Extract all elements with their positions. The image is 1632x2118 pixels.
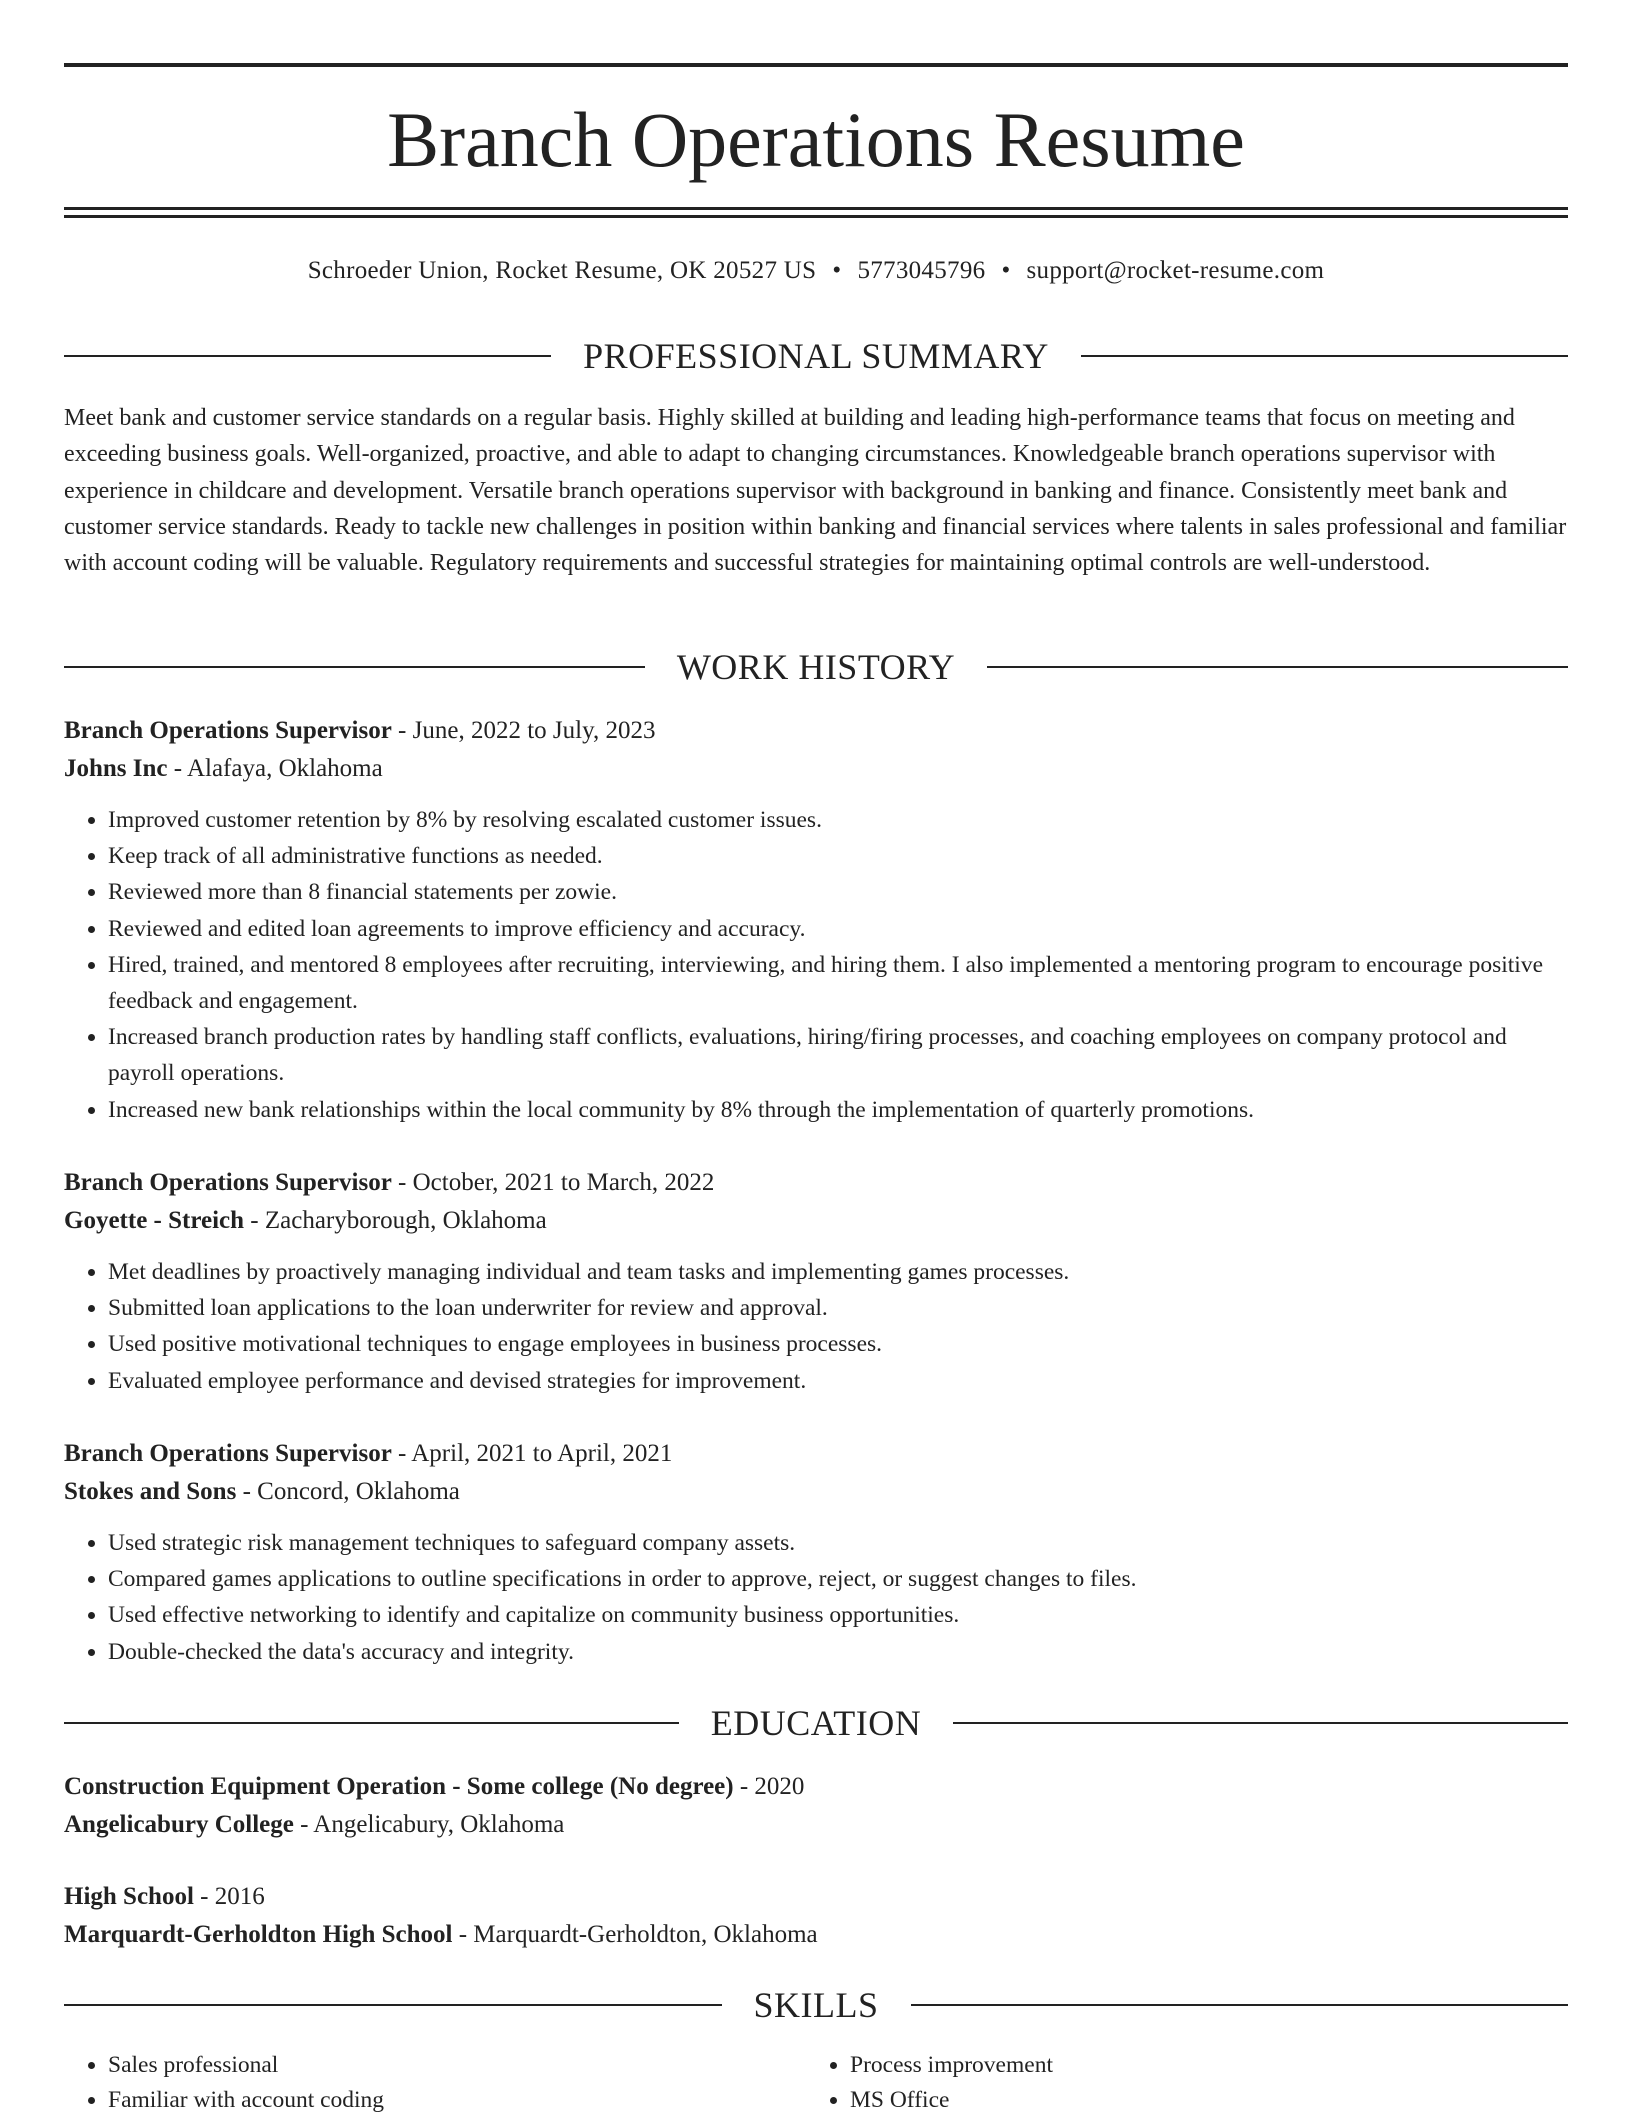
education-location: - Marquardt-Gerholdton, Oklahoma bbox=[452, 1921, 818, 1948]
heading-rule bbox=[953, 1722, 1568, 1724]
job-bullet: • Submitted loan applications to the loan underwriter for review and approval. bbox=[108, 1290, 1568, 1326]
job-bullets bbox=[64, 1254, 1568, 1399]
education-entry bbox=[64, 1768, 1568, 1844]
contact-separator: • bbox=[832, 257, 842, 284]
job-bullets bbox=[64, 1525, 1568, 1670]
job-dates: - June, 2022 to July, 2023 bbox=[391, 717, 656, 744]
skills-list bbox=[64, 2048, 764, 2118]
heading-rule bbox=[1081, 355, 1568, 357]
job-title: Branch Operations Supervisor bbox=[64, 1440, 392, 1467]
education-school: Marquardt-Gerholdton High School bbox=[64, 1921, 453, 1948]
job-company-line bbox=[64, 750, 1568, 788]
skills-column-right bbox=[806, 2048, 1506, 2118]
skill-item: • MS Office bbox=[850, 2083, 1506, 2118]
job-location: - Concord, Oklahoma bbox=[236, 1478, 460, 1505]
education-location: - Angelicabury, Oklahoma bbox=[293, 1811, 565, 1838]
title-rule-upper bbox=[64, 207, 1568, 210]
section-title: EDUCATION bbox=[710, 1703, 922, 1743]
contact-address: Schroeder Union, Rocket Resume, OK 20527 US bbox=[307, 257, 817, 284]
job-company: Johns Inc bbox=[64, 755, 168, 782]
job-bullet: • Used strategic risk management techniques to safeguard company assets. bbox=[108, 1525, 1568, 1561]
education-degree-line bbox=[64, 1768, 1568, 1806]
education-degree-line bbox=[64, 1878, 1568, 1916]
job-dates: - April, 2021 to April, 2021 bbox=[391, 1440, 673, 1467]
resume-title: Branch Operations Resume bbox=[387, 96, 1245, 183]
job-company: Goyette - Streich bbox=[64, 1207, 245, 1234]
skill-item: • Sales professional bbox=[108, 2048, 764, 2083]
job-bullet: • Met deadlines by proactively managing individual and team tasks and implementing games processes. bbox=[108, 1254, 1568, 1290]
section-heading-skills bbox=[64, 1983, 1568, 2027]
job-bullet: • Keep track of all administrative functions as needed. bbox=[108, 838, 1568, 874]
job-title: Branch Operations Supervisor bbox=[64, 717, 392, 744]
top-rule bbox=[64, 63, 1568, 67]
job-bullet: • Improved customer retention by 8% by resolving escalated customer issues. bbox=[108, 802, 1568, 838]
section-title: WORK HISTORY bbox=[676, 647, 956, 687]
job-bullet: • Compared games applications to outline specifications in order to approve, reject, or suggest changes to files. bbox=[108, 1561, 1568, 1597]
contact-phone: 5773045796 bbox=[857, 257, 986, 284]
job-entry bbox=[64, 1435, 1568, 1670]
title-rule-lower bbox=[64, 215, 1568, 218]
contact-separator: • bbox=[1001, 257, 1011, 284]
job-title-line bbox=[64, 712, 1568, 750]
job-bullet: • Double-checked the data's accuracy and integrity. bbox=[108, 1634, 1568, 1670]
job-entry bbox=[64, 1164, 1568, 1399]
heading-rule bbox=[911, 2004, 1569, 2006]
heading-rule bbox=[64, 2004, 722, 2006]
education-degree: Construction Equipment Operation - Some college (No degree) bbox=[64, 1773, 734, 1800]
education-degree: High School bbox=[64, 1883, 194, 1910]
section-heading-work-history bbox=[64, 645, 1568, 689]
heading-rule bbox=[987, 666, 1568, 668]
job-bullet: • Reviewed more than 8 financial statements per zowie. bbox=[108, 874, 1568, 910]
job-bullet: • Used positive motivational techniques to engage employees in business processes. bbox=[108, 1326, 1568, 1362]
job-title: Branch Operations Supervisor bbox=[64, 1169, 392, 1196]
job-bullet: • Evaluated employee performance and devised strategies for improvement. bbox=[108, 1363, 1568, 1399]
heading-rule bbox=[64, 1722, 679, 1724]
section-title: SKILLS bbox=[753, 1985, 879, 2025]
heading-rule bbox=[64, 666, 645, 668]
job-location: - Zacharyborough, Oklahoma bbox=[244, 1207, 547, 1234]
summary-paragraph: Meet bank and customer service standards on a regular basis. Highly skilled at building and leading high-performance teams that focus on meeting and exceeding business goals. Well-organized, proactive, and able to adapt to changing circumstances. Knowledgeable branch operations supervisor with experience in childcare and development. Versatile branch operations supervisor with background in banking and finance. Consistently meet bank and customer service standards. Ready to tackle new challenges in position within banking and financial services where talents in sales professional and familiar with account coding will be valuable. Regulatory requirements and successful strategies for maintaining optimal controls are well-understood. bbox=[64, 405, 1567, 577]
education-school-line bbox=[64, 1806, 1568, 1844]
section-heading-summary bbox=[64, 334, 1568, 378]
education-school-line bbox=[64, 1916, 1568, 1954]
job-location: - Alafaya, Oklahoma bbox=[167, 755, 383, 782]
skills-list bbox=[806, 2048, 1506, 2118]
education-year: - 2016 bbox=[193, 1883, 265, 1910]
job-dates: - October, 2021 to March, 2022 bbox=[391, 1169, 715, 1196]
skill-item: • Familiar with account coding bbox=[108, 2083, 764, 2118]
job-bullet: • Reviewed and edited loan agreements to improve efficiency and accuracy. bbox=[108, 911, 1568, 947]
contact-line bbox=[64, 254, 1568, 288]
job-bullets bbox=[64, 802, 1568, 1128]
heading-rule bbox=[64, 355, 551, 357]
section-title: PROFESSIONAL SUMMARY bbox=[583, 336, 1049, 376]
job-company-line bbox=[64, 1202, 1568, 1240]
job-entry bbox=[64, 712, 1568, 1128]
job-bullet: • Hired, trained, and mentored 8 employees after recruiting, interviewing, and hiring them. I also implemented a mentoring program to encourage positive feedback and engagement. bbox=[108, 947, 1568, 1019]
job-bullet: • Used effective networking to identify and capitalize on community business opportunities. bbox=[108, 1597, 1568, 1633]
job-title-line bbox=[64, 1164, 1568, 1202]
job-company: Stokes and Sons bbox=[64, 1478, 237, 1505]
section-heading-education bbox=[64, 1701, 1568, 1745]
education-entry bbox=[64, 1878, 1568, 1954]
job-company-line bbox=[64, 1473, 1568, 1511]
job-title-line bbox=[64, 1435, 1568, 1473]
skill-item: • Process improvement bbox=[850, 2048, 1506, 2083]
skills-column-left bbox=[64, 2048, 764, 2118]
job-bullet: • Increased new bank relationships within the local community by 8% through the implementation of quarterly promotions. bbox=[108, 1092, 1568, 1128]
education-school: Angelicabury College bbox=[64, 1811, 294, 1838]
education-year: - 2020 bbox=[733, 1773, 805, 1800]
contact-email: support@rocket-resume.com bbox=[1026, 257, 1325, 284]
job-bullet: • Increased branch production rates by handling staff conflicts, evaluations, hiring/firing processes, and coaching employees on company protocol and payroll operations. bbox=[108, 1019, 1568, 1091]
